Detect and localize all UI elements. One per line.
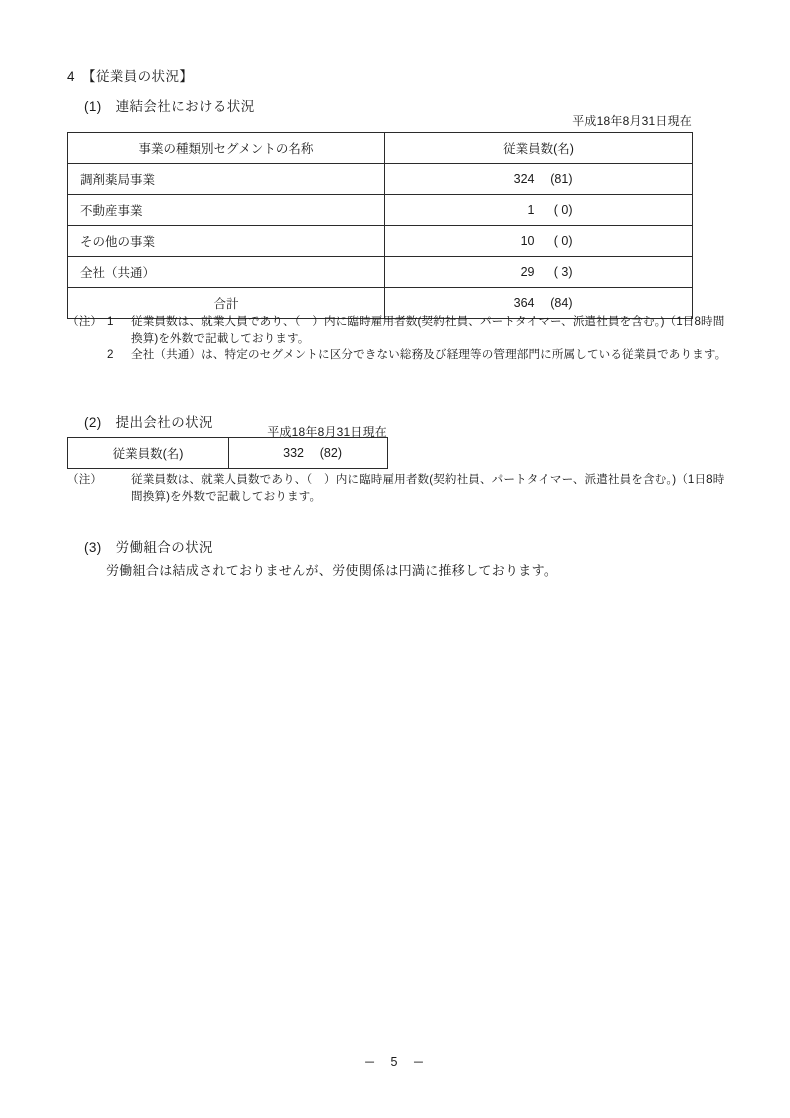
- segment-name: 全社（共通）: [68, 257, 385, 288]
- notes-company: [67, 472, 732, 505]
- note-index: 1: [107, 315, 114, 328]
- segment-name: 不動産事業: [68, 195, 385, 226]
- count-main: 324: [513, 172, 535, 186]
- count-main: 29: [520, 265, 535, 279]
- union-status-text: 労働組合は結成されておりませんが、労使関係は円満に推移しております。: [106, 563, 558, 578]
- segment-employee-count: [385, 257, 693, 288]
- table-row: [68, 438, 388, 469]
- as-of-date-consolidated: 平成18年8月31日現在: [572, 114, 692, 128]
- count-main: 10: [520, 234, 535, 248]
- count-temporary: (82): [319, 446, 342, 460]
- subsection-heading-consolidated: (1) 連結会社における状況: [84, 99, 255, 114]
- note-text: 全社（共通）は、特定のセグメントに区分できない総務及び経理等の管理部門に所属している従業員であります。: [131, 348, 727, 361]
- count-temporary: (84): [550, 296, 573, 310]
- column-header-employee-count: 従業員数(名): [68, 438, 229, 469]
- company-employee-count: [229, 438, 388, 469]
- subsection-heading-company: (2) 提出会社の状況: [84, 415, 213, 430]
- column-header-segment-name: 事業の種類別セグメントの名称: [68, 133, 385, 164]
- count-temporary: ( 3): [553, 265, 573, 279]
- count-temporary: ( 0): [553, 234, 573, 248]
- note-item: [67, 347, 732, 364]
- page-number: ─ 5 ─: [365, 1055, 425, 1069]
- note-label: （注）: [67, 473, 103, 486]
- segment-name: 調剤薬局事業: [68, 164, 385, 195]
- company-employees-table: [67, 437, 388, 469]
- table-row: [68, 226, 693, 257]
- note-item: [67, 472, 732, 505]
- note-text: 従業員数は、就業人員であり、（ ）内に臨時雇用者数(契約社員、パートタイマー、派遣社員を含む。)（1日8時間換算)を外数で記載しております。: [131, 315, 725, 345]
- table-header-row: [68, 133, 693, 164]
- note-text: 従業員数は、就業人員数であり、（ ）内に臨時雇用者数(契約社員、パートタイマー、派遣社員を含む。)（1日8時間換算)を外数で記載しております。: [131, 473, 725, 503]
- subsection-heading-union: (3) 労働組合の状況: [84, 540, 213, 555]
- count-temporary: (81): [550, 172, 573, 186]
- segment-employee-count: [385, 164, 693, 195]
- count-main: 1: [527, 203, 535, 217]
- count-main: 332: [283, 446, 304, 460]
- total-label: 合計: [68, 288, 385, 319]
- note-index: 2: [107, 348, 114, 361]
- note-item: [67, 314, 732, 347]
- note-label: （注）: [67, 315, 103, 328]
- table-row: [68, 257, 693, 288]
- segment-name: その他の事業: [68, 226, 385, 257]
- table-row: [68, 164, 693, 195]
- table-row: [68, 195, 693, 226]
- segment-employee-count: [385, 195, 693, 226]
- as-of-date-company: 平成18年8月31日現在: [267, 425, 387, 439]
- segment-employee-count: [385, 226, 693, 257]
- notes-consolidated: [67, 314, 732, 364]
- count-temporary: ( 0): [553, 203, 573, 217]
- page-title: 4 【従業員の状況】: [67, 69, 194, 84]
- consolidated-employees-table: [67, 132, 693, 319]
- count-main: 364: [513, 296, 535, 310]
- column-header-employee-count: 従業員数(名): [385, 133, 693, 164]
